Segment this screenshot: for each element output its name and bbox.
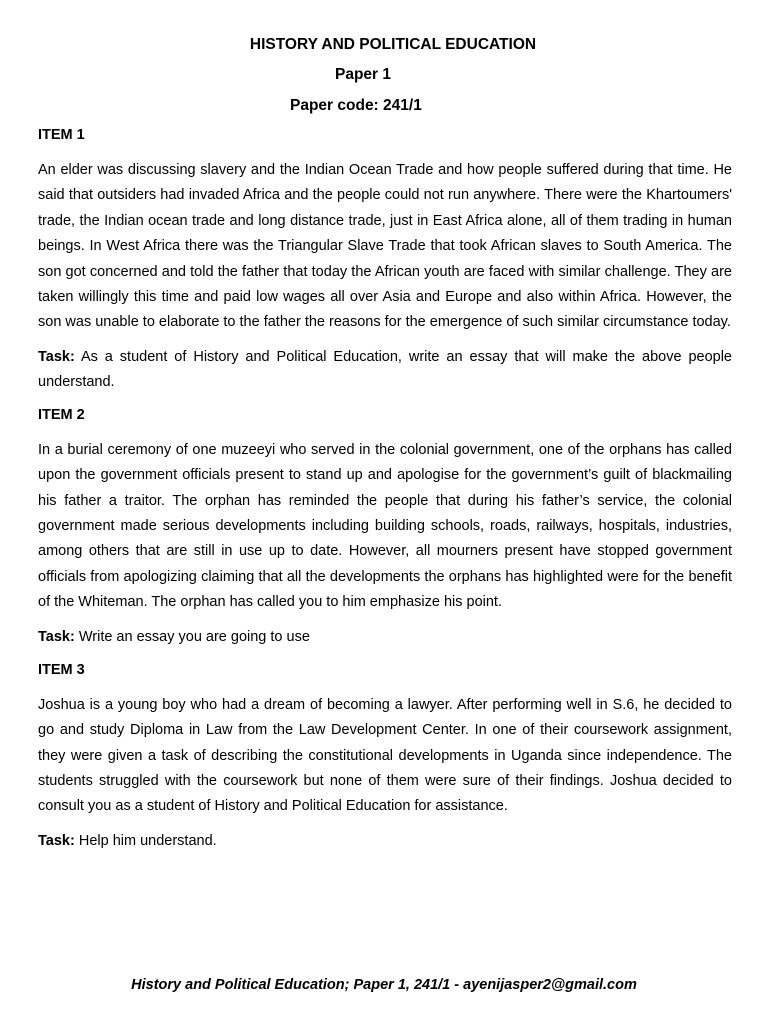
item-1-body: An elder was discussing slavery and the Indian Ocean Trade and how people suffered during that time. He said that outsiders had invaded Africa and the people could not run anywhere. There were the Khartoumers' trade, the Indian ocean trade and long distance trade, just in East Africa alone, all of them trading in human beings. In West Africa there was the Triangular Slave Trade that took African slaves to South America. The son got concerned and told the father that today the African youth are faced with similar challenge. They are taken willingly this time and paid low wages all over Asia and Europe and also within Africa. However, the son was unable to elaborate to the father the reasons for the emergence of such similar circumstance today. (38, 162, 732, 331)
item-1-task (38, 345, 732, 395)
item-2-section (38, 406, 732, 650)
item-3-task (38, 829, 732, 854)
item-3-section (38, 661, 732, 854)
item-1-section (38, 126, 732, 395)
item-1-task-label: Task: (38, 348, 75, 365)
item-2-task-label: Task: (38, 628, 75, 645)
item-2-body: In a burial ceremony of one muzeeyi who served in the colonial government, one of the orphans has called upon the government officials present to stand up and apologise for the government’s guilt of blackmailing his father a traitor. The orphan has reminded the people that during his father’s service, the colonial government made serious developments including building schools, roads, railways, hospitals, industries, among others that are still in use up to date. However, all mourners present have stopped government officials from apologizing claiming that all the developments the orphans has highlighted were for the benefit of the Whiteman. The orphan has called you to him emphasize his point. (38, 441, 732, 611)
page-footer: History and Political Education; Paper 1, 241/1 - ayenijasper2@gmail.com (131, 977, 637, 993)
item-3-task-text: Help him understand. (74, 832, 217, 849)
item-2-task (38, 625, 732, 650)
paper-code: Paper code: 241/1 (290, 97, 422, 114)
item-3-task-label: Task: (38, 832, 75, 849)
item-1-task-text: As a student of History and Political Education, write an essay that will make the above people understand. (38, 348, 732, 390)
item-3-body: Joshua is a young boy who had a dream of becoming a lawyer. After performing well in S.6, he decided to go and study Diploma in Law from the Law Development Center. In one of their coursework assignment, they were given a task of describing the constitutional developments in Uganda since independence. The students struggled with the coursework but none of them were sure of their findings. Joshua decided to consult you as a student of History and Political Education for assistance. (38, 696, 732, 815)
item-2-task-text: Write an essay you are going to use (74, 628, 310, 645)
item-2-heading: ITEM 2 (38, 406, 85, 423)
document-title: HISTORY AND POLITICAL EDUCATION (249, 36, 537, 53)
document-body (38, 126, 732, 865)
item-3-heading: ITEM 3 (38, 661, 85, 678)
paper-number: Paper 1 (335, 66, 392, 83)
item-1-heading: ITEM 1 (38, 127, 85, 143)
